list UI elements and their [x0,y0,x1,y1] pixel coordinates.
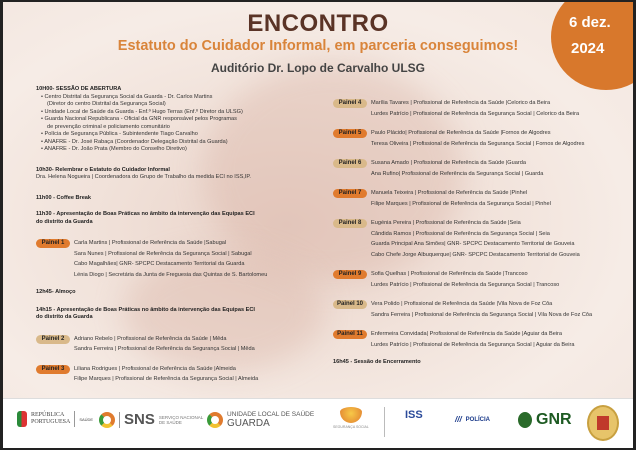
panel-speaker: Lénia Diogo | Secretária da Junta de Freguesia das Quintas de S. Bartolomeu [74,271,268,278]
closing-session: 16h45 - Sessão de Encerramento [333,359,421,365]
panel-badge: Painel 8 [333,219,367,228]
coffee-break: 11h00 - Coffee Break [36,194,92,201]
panel-block [333,188,633,209]
date-badge [551,2,633,90]
uls-guarda-logo [207,411,314,429]
panel-speaker: Paulo Plácido| Profissional de Referência da Saúde |Fornos de Algodres [371,130,551,136]
panel-block [333,299,633,320]
session-1130-heading-2: do distrito da Guarda [36,218,93,225]
panel-speaker: Carla Martins | Profissional de Referência da Saúde |Sabugal [74,240,227,246]
panel-block [333,218,633,260]
panel-badge: Painel 11 [333,330,367,339]
panel-badge: Painel 7 [333,189,367,198]
policia-label: POLÍCIA [465,416,491,423]
panel-block [36,238,336,280]
session-1030-heading: 10h30- Relembrar o Estatuto do Cuidador Informal [36,166,170,173]
opening-item: (Diretor do centro Distrital da Segurança Social) [47,101,166,107]
opening-item: de prevenção criminal e policiamento comunitário [47,123,170,130]
panel-speaker: Marília Tavares | Profissional de Referência da Saúde |Celorico da Beira [371,100,551,106]
session-1030-text: Dra. Helena Nogueira | Coordenadora do Grupo de Trabalho da medida ECI no ISS,IP. [36,174,251,180]
panel-speaker: Cabo Chefe Jorge Albuquerque| GNR- SPCPC Destacamento Territorial de Gouveia [371,251,580,258]
uls-2: GUARDA [227,418,270,429]
rep-1: REPÚBLICA [31,412,65,418]
opening-list [36,94,336,154]
panel-block [36,334,336,355]
panel-speaker: Guarda Principal Ana Simões| GNR- SPCPC Destacamento Territorial de Gouveia [371,241,575,247]
opening-item: • Polícia de Segurança Pública - Subintendente Tiago Carvalho [41,131,198,137]
panel-badge: Painel 5 [333,129,367,138]
panel-speaker: Adriano Rebelo | Profissional de Referência da Saúde | Mêda [74,335,227,342]
program-left-column [36,86,336,394]
gnr-label: GNR [536,411,572,428]
date-year: 2024 [571,40,605,57]
divider [384,407,385,437]
panel-speaker: Eugénia Pereira | Profissional de Referência da Saúde |Seia [371,220,521,226]
opening-item: • Centro Distrital da Segurança Social da Guarda - Dr. Carlos Martins [41,93,213,100]
policia-logo: /// POLÍCIA [455,415,491,424]
anafre-seal-logo [587,405,619,441]
poster-subtitle: Estatuto do Cuidador Informal, em parceria conseguimos! [117,38,519,54]
panel-speaker: Lurdes Patrício | Profissional de Referência da Segurança Social | Aguiar da Beira [371,341,575,348]
opening-heading: 10H00- SESSÃO DE ABERTURA [36,86,122,92]
panel-badge: Painel 1 [36,239,70,248]
session-1415-heading-2: do distrito da Guarda [36,314,93,320]
republica-portuguesa-logo [17,411,93,427]
sns-label: SNS [124,411,155,428]
session-1130-heading: 11h30 - Apresentação de Boas Práticas no âmbito da intervenção das Equipas ECI [36,211,255,217]
iss-logo [405,409,423,421]
rep-2: PORTUGUESA [31,419,71,425]
panel-block [333,158,633,179]
panel-badge: Painel 4 [333,99,367,108]
gnr-logo [518,411,572,429]
panel-speaker: Lurdes Patrício | Profissional de Referência da Segurança Social | Trancoso [371,281,560,288]
panel-badge: Painel 6 [333,159,367,168]
panel-speaker: Teresa Oliveira | Profissional de Referência da Segurança Social | Fornos de Algodres [371,140,585,147]
date-day: 6 dez. [569,14,611,31]
panel-block [333,98,633,119]
sns-logo [99,411,203,428]
panel-badge: Painel 9 [333,270,367,279]
panel-speaker: Sandra Ferreira | Profissional de Referência da Segurança Social | Mêda [74,346,255,352]
sns-sub-1: SERVIÇO NACIONAL [158,414,204,420]
panel-badge: Painel 2 [36,335,70,344]
panel-speaker: Manuela Teixeira | Profissional de Referência da Saúde |Pinhel [371,190,528,196]
panel-speaker: Ana Rufino| Profissional de Referência da Segurança Social | Guarda [371,170,544,177]
poster-title: ENCONTRO [247,10,389,37]
lunch: 12h45- Almoço [36,289,76,295]
panel-speaker: Cabo Magalhães| GNR- SPCPC Destacamento Territorial da Guarda [74,261,245,267]
seguranca-social-logo [333,407,369,429]
opening-item: • Unidade Local de Saúde da Guarda - Enf.º Hugo Terras (Enf.º Diretor da ULSG) [41,108,243,115]
program-right-column [333,98,633,367]
panel-speaker: Vera Polido | Profissional de Referência da Saúde |Vila Nova de Foz Côa [371,301,553,307]
saude-label: SAÚDE [79,416,94,422]
opening-item: • ANAFRE - Dr. José Rabaça (Coordenador Delegação Distrital da Guarda) [41,138,228,145]
opening-item: • ANAFRE - Dr. João Prata (Membro do Conselho Diretivo) [41,146,187,152]
panel-block [333,128,633,149]
panel-badge: Painel 10 [333,300,367,309]
iss-label: ISS [405,409,423,421]
panel-speaker: Filipe Marques | Profissional de Referência da Segurança Social | Almeida [74,376,259,382]
sns-sub-2: DE SAÚDE [158,419,182,425]
panel-speaker: Sara Nunes | Profissional de Referência da Segurança Social | Sabugal [74,250,252,257]
venue: Auditório Dr. Lopo de Carvalho ULSG [210,61,425,75]
event-poster [3,2,633,448]
opening-item: • Guarda Nacional Republicana - Oficial da GNR responsável pelos Programas [41,116,237,122]
partner-logos [3,398,633,448]
panel-badge: Painel 3 [36,365,70,374]
panels-afternoon-right [333,98,633,350]
panel-block [333,269,633,290]
panels-morning [36,238,336,280]
seg-social-label: SEGURANÇA SOCIAL [333,425,369,429]
panel-speaker: Enfermeira Convidada| Profissional de Referência da Saúde |Aguiar da Beira [371,331,563,337]
panel-speaker: Susana Amado | Profissional de Referência da Saúde |Guarda [371,160,526,166]
panel-speaker: Sandra Ferreira | Profissional de Referência da Segurança Social | Vila Nova de Foz Côa [371,311,593,318]
panel-speaker: Lurdes Patrício | Profissional de Referência da Segurança Social | Celorico da Beira [371,110,580,117]
panel-block [36,364,336,385]
panel-block [333,329,633,350]
session-1415-heading: 14h15 - Apresentação de Boas Práticas no âmbito da intervenção das Equipas ECI [36,306,255,313]
panel-speaker: Liliana Rodrigues | Profissional de Referência da Saúde |Almeida [74,365,236,372]
uls-1: UNIDADE LOCAL DE SAÚDE [227,411,315,418]
panel-speaker: Filipe Marques | Profissional de Referência da Segurança Social | Pinhel [371,200,551,207]
panels-afternoon-left [36,334,336,385]
panel-speaker: Sofia Quelhas | Profissional de Referência da Saúde |Trancoso [371,271,528,277]
panel-speaker: Cândida Ramos | Profissional de Referência da Segurança Social | Seia [371,230,550,237]
